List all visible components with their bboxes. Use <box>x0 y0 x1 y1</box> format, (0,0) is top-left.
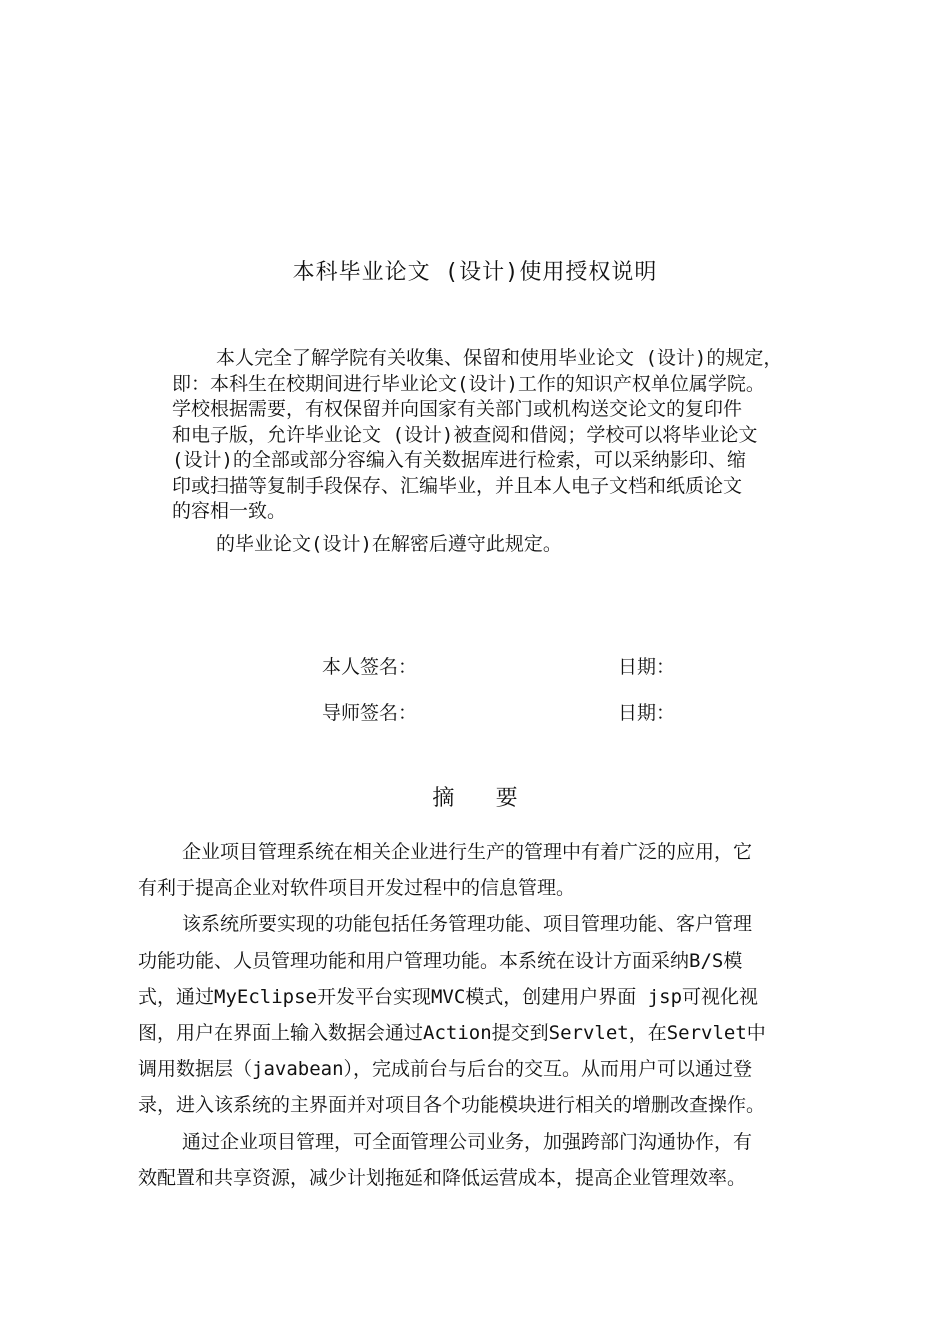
abstract-line: 效配置和共享资源，减少计划拖延和降低运营成本，提高企业管理效率。 <box>138 1166 747 1189</box>
abstract-line: 通过企业项目管理，可全面管理公司业务，加强跨部门沟通协作，有 <box>182 1130 753 1153</box>
abstract-line: 企业项目管理系统在相关企业进行生产的管理中有着广泛的应用，它 <box>182 841 753 863</box>
author-date-label: 日期： <box>618 656 676 678</box>
advisor-signature-label: 导师签名： <box>322 702 418 724</box>
abstract-line: 调用数据层（javabean），完成前台与后台的交互。从而用户可以通过登 <box>138 1058 753 1081</box>
abstract-line: 功能功能、人员管理功能和用户管理功能。本系统在设计方面采纳B/S模 <box>138 949 743 972</box>
authorization-line: (设计)的全部或部分容编入有关数据库进行检索，可以采纳影印、缩 <box>172 449 746 471</box>
authorization-line: 本人完全了解学院有关收集、保留和使用毕业论文 (设计)的规定， <box>216 347 783 369</box>
authorization-line: 的容相一致。 <box>172 500 287 522</box>
authorization-title: 本科毕业论文 (设计)使用授权说明 <box>292 260 658 285</box>
authorization-line: 即：本科生在校期间进行毕业论文(设计)工作的知识产权单位属学院。 <box>172 372 765 395</box>
abstract-line: 录，进入该系统的主界面并对项目各个功能模块进行相关的增删改查操作。 <box>138 1094 766 1117</box>
abstract-line: 式，通过MyEclipse开发平台实现MVC模式，创建用户界面 jsp可视化视 <box>138 985 759 1008</box>
abstract-body <box>138 834 878 1196</box>
abstract-title: 摘 要 <box>432 786 532 811</box>
advisor-date-label: 日期： <box>618 702 676 724</box>
authorization-line: 和电子版，允许毕业论文 (设计)被查阅和借阅；学校可以将毕业论文 <box>172 423 758 446</box>
authorization-confidential-note: 的毕业论文(设计)在解密后遵守此规定。 <box>216 533 562 555</box>
abstract-line: 有利于提高企业对软件项目开发过程中的信息管理。 <box>138 877 576 900</box>
author-signature-label: 本人签名： <box>322 656 418 678</box>
authorization-line: 学校根据需要，有权保留并向国家有关部门或机构送交论文的复印件 <box>172 398 743 420</box>
authorization-line: 印或扫描等复制手段保存、汇编毕业，并且本人电子文档和纸质论文 <box>172 474 743 497</box>
authorization-paragraph <box>172 346 872 525</box>
abstract-line: 该系统所要实现的功能包括任务管理功能、项目管理功能、客户管理 <box>182 913 753 936</box>
abstract-line: 图，用户在界面上输入数据会通过Action提交到Servlet，在Servlet中 <box>138 1022 766 1045</box>
